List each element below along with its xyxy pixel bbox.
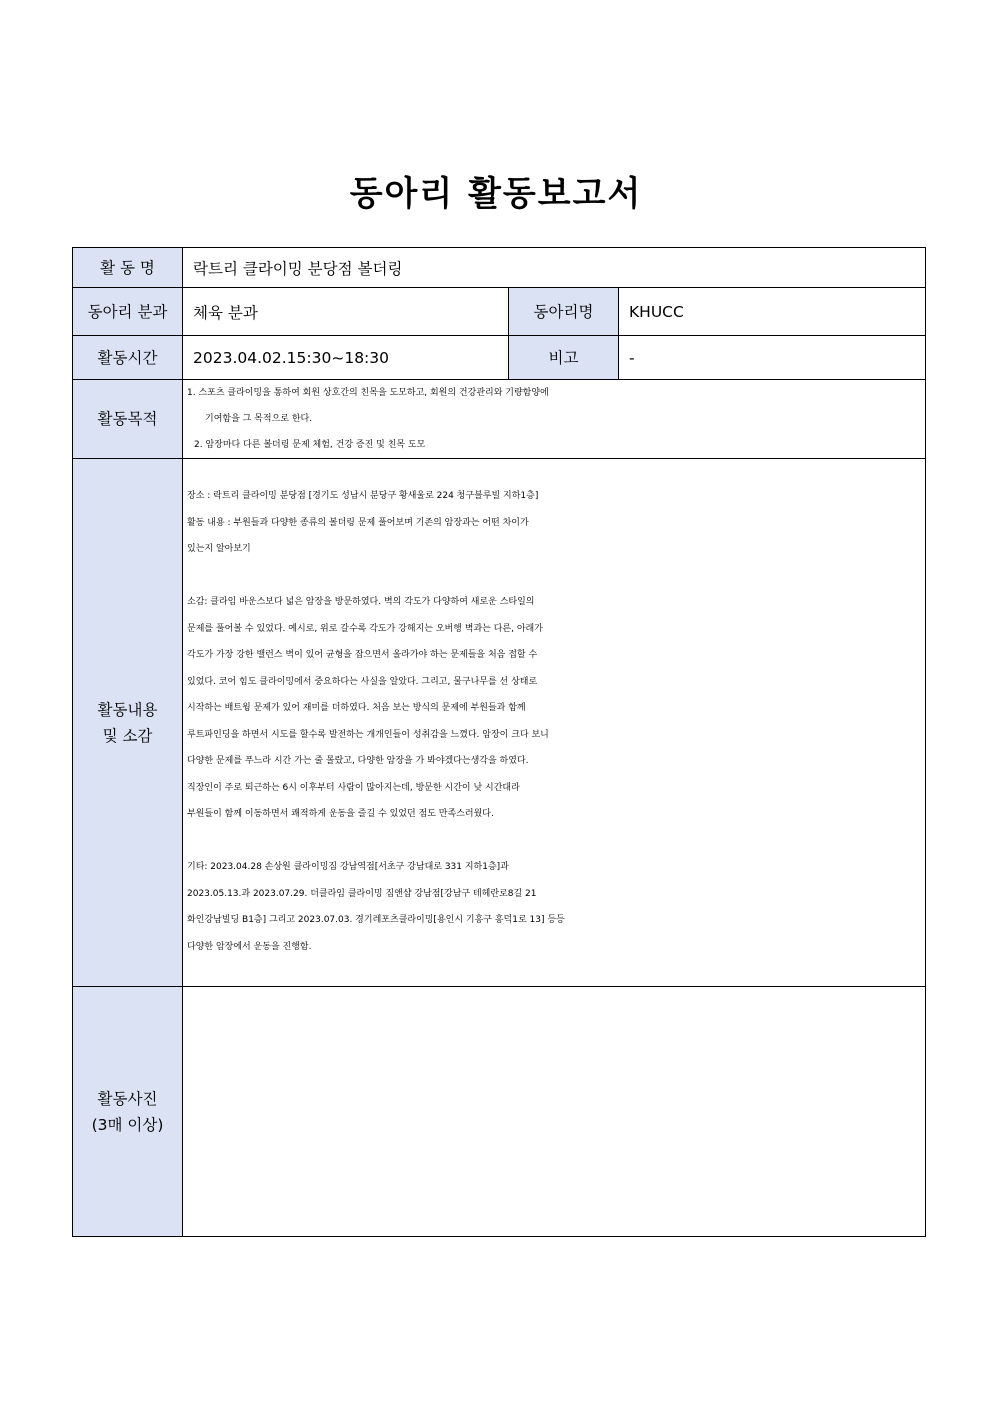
purpose-line-1: 1. 스포츠 클라이밍을 통하여 회원 상호간의 친목을 도모하고, 회원의 건강관리와 기량함양에 (187, 388, 549, 398)
value-club-category: 체육 분과 (183, 288, 509, 336)
purpose-line-2: 기여함을 그 목적으로 한다. (205, 414, 313, 424)
photo-area (183, 987, 926, 1237)
content-impression-line: 루트파인딩을 하면서 시도를 할수록 발전하는 개개인들이 성취감을 느꼈다. 암장이 크다 보니 (187, 729, 549, 740)
row-activity-name (73, 248, 926, 288)
row-content (73, 459, 926, 987)
label-club-category: 동아리 분과 (73, 288, 183, 336)
label-content-line-1: 활동내용 (97, 700, 158, 719)
row-purpose (73, 380, 926, 459)
content-impression-line: 직장인이 주로 퇴근하는 6시 이후부터 사람이 많아지는데, 방문한 시간이 낮 시간대라 (187, 782, 520, 793)
label-content (73, 459, 183, 987)
content-impression-line: 부원들이 함께 이동하면서 쾌적하게 운동을 즐길 수 있었던 점도 만족스러웠다. (187, 809, 494, 819)
content-impression-line: 각도가 가장 강한 밸런스 벽이 있어 균형을 잡으면서 올라가야 하는 문제들을 처음 접할 수 (187, 650, 538, 660)
content-impression-line: 있었다. 코어 힘도 클라이밍에서 중요하다는 사실을 알았다. 그리고, 물구나무를 선 상태로 (187, 676, 538, 687)
content-impression-line: 다양한 문제를 푸느라 시간 가는 줄 몰랐고, 다양한 암장을 가 봐야겠다는생각을 하였다. (187, 756, 529, 766)
content-impression-line: 시작하는 배트윙 문제가 있어 재미를 더하였다. 처음 보는 방식의 문제에 부원들과 함께 (187, 703, 526, 713)
content-place: 장소 : 락트리 클라이밍 분당점 [경기도 성남시 분당구 황새울로 224 청구블루빌 지하1층] (187, 491, 539, 501)
content-activity-line: 있는지 알아보기 (187, 544, 251, 554)
content-impression-line: 문제를 풀어볼 수 있었다. 예시로, 위로 갈수록 각도가 강해지는 오버행 벽과는 다른, 아래가 (187, 623, 543, 634)
content-etc-line: 2023.05.13.과 2023.07.29. 더클라임 클라이밍 짐앤샵 강남점[강남구 테헤란로8길 21 (187, 888, 537, 899)
label-note: 비고 (509, 336, 619, 380)
row-time (73, 336, 926, 380)
value-purpose (183, 380, 926, 459)
label-content-line-2: 및 소감 (102, 726, 153, 745)
value-activity-time: 2023.04.02.15:30~18:30 (183, 336, 509, 380)
label-photos-line-1: 활동사진 (97, 1089, 158, 1108)
row-club (73, 288, 926, 336)
label-photos (73, 987, 183, 1237)
content-etc-line: 기타: 2023.04.28 손상원 클라이밍짐 강남역점[서초구 강남대로 331 지하1층]과 (187, 862, 509, 872)
content-activity-line: 활동 내용 : 부원들과 다양한 종류의 볼더링 문제 풀어보며 기존의 암장과는 어떤 차이가 (187, 517, 529, 528)
value-note: - (619, 336, 926, 380)
label-purpose: 활동목적 (73, 380, 183, 459)
value-club-name: KHUCC (619, 288, 926, 336)
label-activity-name: 활 동 명 (73, 248, 183, 288)
label-club-name: 동아리명 (509, 288, 619, 336)
value-content (183, 459, 926, 987)
content-impression-line: 소감: 클라임 바운스보다 넓은 암장을 방문하였다. 벽의 각도가 다양하여 새로운 스타일의 (187, 597, 535, 607)
label-photos-line-2: (3매 이상) (91, 1115, 164, 1134)
content-etc-line: 화인강남빌딩 B1층] 그리고 2023.07.03. 경기레포츠클라이밍[용인시 기흥구 흥덕1로 13] 등등 (187, 915, 565, 925)
value-activity-name: 락트리 클라이밍 분당점 볼더링 (183, 248, 926, 288)
report-table (72, 247, 926, 1237)
purpose-line-3: 2. 암장마다 다른 볼더링 문제 체험, 건강 증진 및 친목 도모 (194, 440, 426, 450)
page-title: 동아리 활동보고서 (349, 174, 643, 214)
label-activity-time: 활동시간 (73, 336, 183, 380)
content-etc-line: 다양한 암장에서 운동을 진행함. (187, 941, 312, 952)
row-photos (73, 987, 926, 1237)
